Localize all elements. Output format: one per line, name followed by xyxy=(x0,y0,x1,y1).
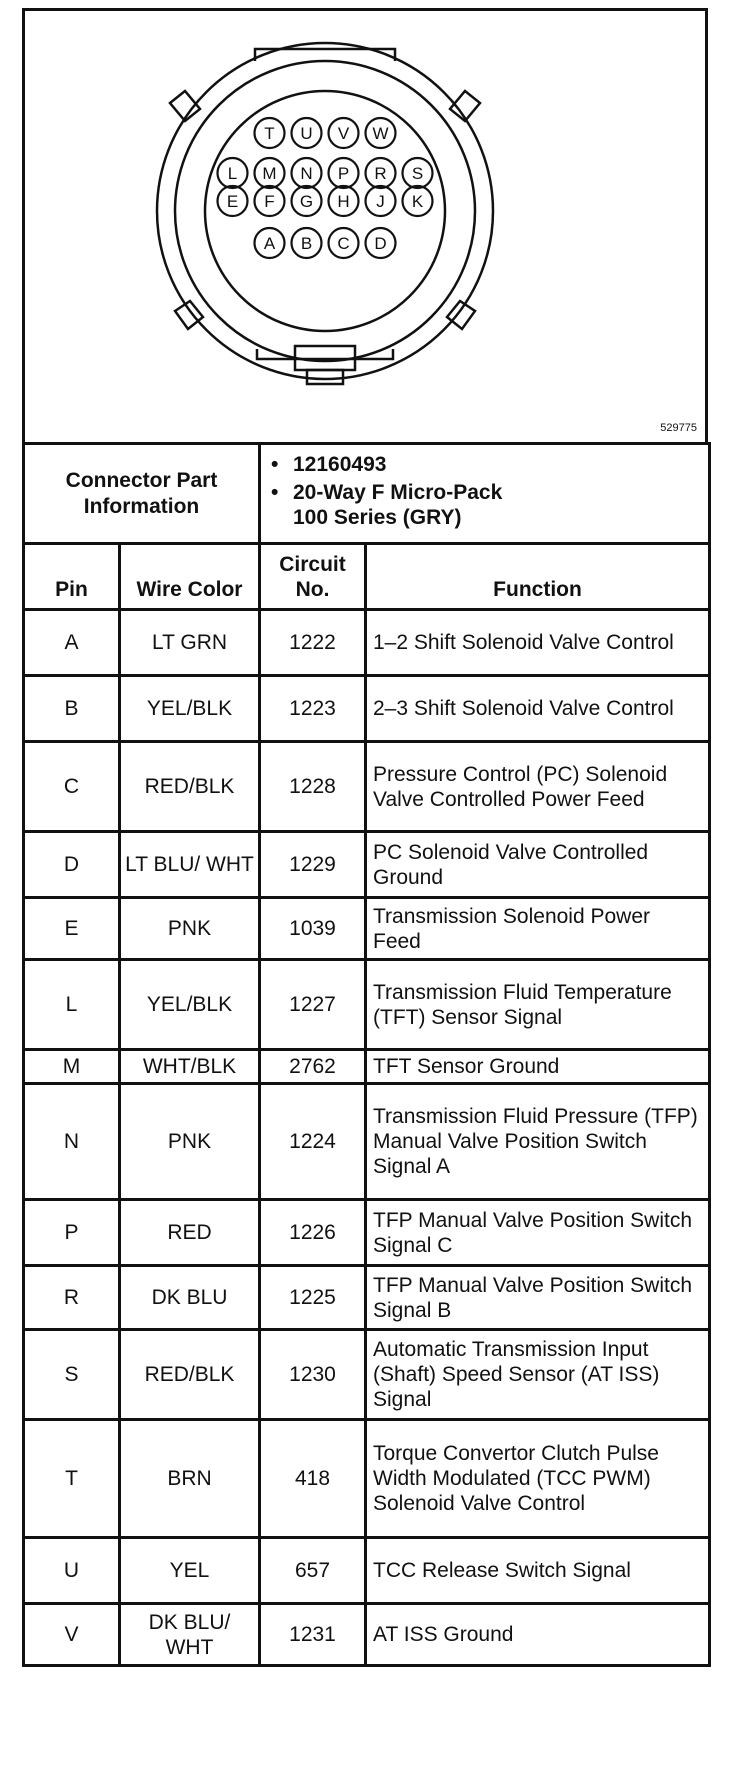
wire-color-cell: RED/BLK xyxy=(120,742,260,832)
function-cell: TFP Manual Valve Position Switch Signal C xyxy=(366,1200,710,1266)
pin-t-label: T xyxy=(264,124,275,143)
header-circuit-line2: No. xyxy=(295,577,330,601)
table-row xyxy=(24,1604,710,1666)
function-cell: Torque Convertor Clutch Pulse Width Modulated (TCC PWM) Solenoid Valve Control xyxy=(366,1420,710,1538)
function-cell: AT ISS Ground xyxy=(366,1604,710,1666)
circuit-cell: 1039 xyxy=(260,898,366,960)
wire-color-cell: PNK xyxy=(120,898,260,960)
table-row xyxy=(24,1266,710,1330)
wire-color-cell: LT BLU/ WHT xyxy=(120,832,260,898)
table-row xyxy=(24,1050,710,1084)
circuit-cell: 1223 xyxy=(260,676,366,742)
pin-p-label: P xyxy=(337,164,350,183)
connector-sheet xyxy=(22,8,708,1667)
pin-h-label: H xyxy=(337,192,350,211)
pin-j-label: J xyxy=(376,192,385,211)
table-row xyxy=(24,1200,710,1266)
connector-info-type: • 20-Way F Micro-Pack 100 Series (GRY) xyxy=(271,481,503,529)
notch-bottom-right xyxy=(447,301,475,329)
pin-a-label: A xyxy=(263,234,276,253)
wire-color-cell: DK BLU xyxy=(120,1266,260,1330)
table-row xyxy=(24,832,710,898)
circuit-cell: 1228 xyxy=(260,742,366,832)
function-cell: Transmission Fluid Temperature (TFT) Sensor Signal xyxy=(366,960,710,1050)
table-row xyxy=(24,610,710,676)
wire-color-cell: YEL/BLK xyxy=(120,676,260,742)
circuit-cell: 418 xyxy=(260,1420,366,1538)
connector-info-label-line1: Connector Part xyxy=(65,468,218,492)
connector-type: 20-Way F Micro-Pack xyxy=(293,481,503,504)
pin-v-label: V xyxy=(337,124,350,143)
pin-m-label: M xyxy=(262,164,277,183)
pin-f-label: F xyxy=(264,192,275,211)
housing-outer-ring xyxy=(157,43,493,379)
pin-s-label: S xyxy=(411,164,424,183)
figure-id: 529775 xyxy=(660,422,697,434)
table-row xyxy=(24,676,710,742)
notch-bottom-left xyxy=(175,301,203,329)
connector-diagram xyxy=(22,8,708,442)
wire-color-cell: DK BLU/ WHT xyxy=(120,1604,260,1666)
pin-r-label: R xyxy=(374,164,387,183)
pin-cell: N xyxy=(24,1084,120,1200)
wire-color-cell: BRN xyxy=(120,1420,260,1538)
pin-cell: B xyxy=(24,676,120,742)
function-cell: 1–2 Shift Solenoid Valve Control xyxy=(366,610,710,676)
connector-info-part-number: • 12160493 xyxy=(271,453,387,476)
circuit-cell: 1222 xyxy=(260,610,366,676)
table-row xyxy=(24,1420,710,1538)
pin-e-label: E xyxy=(226,192,239,211)
pin-l-label: L xyxy=(227,164,238,183)
circuit-cell: 1229 xyxy=(260,832,366,898)
circuit-cell: 1225 xyxy=(260,1266,366,1330)
circuit-cell: 657 xyxy=(260,1538,366,1604)
pin-k-label: K xyxy=(411,192,424,211)
pin-cell: E xyxy=(24,898,120,960)
pin-n-label: N xyxy=(300,164,313,183)
pin-cell: A xyxy=(24,610,120,676)
pin-b-label: B xyxy=(300,234,313,253)
pin-cell: P xyxy=(24,1200,120,1266)
header-circuit-line1: Circuit xyxy=(279,552,346,576)
pin-cell: S xyxy=(24,1330,120,1420)
connector-series: 100 Series (GRY) xyxy=(293,506,462,529)
function-cell: Pressure Control (PC) Solenoid Valve Controlled Power Feed xyxy=(366,742,710,832)
wire-color-cell: WHT/BLK xyxy=(120,1050,260,1084)
function-cell: Transmission Solenoid Power Feed xyxy=(366,898,710,960)
pinout-table xyxy=(22,442,711,1667)
function-cell: TFT Sensor Ground xyxy=(366,1050,710,1084)
circuit-cell: 1224 xyxy=(260,1084,366,1200)
header-wire-color: Wire Color xyxy=(120,544,260,610)
table-row xyxy=(24,898,710,960)
pin-cell: C xyxy=(24,742,120,832)
pin-cell: V xyxy=(24,1604,120,1666)
wire-color-cell: PNK xyxy=(120,1084,260,1200)
table-row xyxy=(24,1330,710,1420)
header-circuit xyxy=(260,544,366,610)
circuit-cell: 2762 xyxy=(260,1050,366,1084)
function-cell: TCC Release Switch Signal xyxy=(366,1538,710,1604)
function-cell: PC Solenoid Valve Controlled Ground xyxy=(366,832,710,898)
table-row xyxy=(24,1538,710,1604)
function-cell: 2–3 Shift Solenoid Valve Control xyxy=(366,676,710,742)
wire-color-cell: LT GRN xyxy=(120,610,260,676)
wire-color-cell: YEL xyxy=(120,1538,260,1604)
wire-color-cell: RED xyxy=(120,1200,260,1266)
connector-info-list xyxy=(260,444,710,544)
table-row xyxy=(24,1084,710,1200)
wire-color-cell: YEL/BLK xyxy=(120,960,260,1050)
function-cell: Automatic Transmission Input (Shaft) Speed Sensor (AT ISS) Signal xyxy=(366,1330,710,1420)
pinout-rows xyxy=(24,610,710,1666)
pin-cell: L xyxy=(24,960,120,1050)
header-function: Function xyxy=(366,544,710,610)
pin-cell: U xyxy=(24,1538,120,1604)
connector-info-label-line2: Information xyxy=(83,494,200,518)
table-row xyxy=(24,960,710,1050)
header-pin: Pin xyxy=(24,544,120,610)
wire-color-cell: RED/BLK xyxy=(120,1330,260,1420)
latch-tab xyxy=(307,370,343,384)
circuit-cell: 1230 xyxy=(260,1330,366,1420)
circuit-cell: 1227 xyxy=(260,960,366,1050)
connector-info-row xyxy=(24,444,710,544)
connector-info-label xyxy=(24,444,260,544)
table-header-row xyxy=(24,544,710,610)
pin-cell: T xyxy=(24,1420,120,1538)
pin-cell: D xyxy=(24,832,120,898)
connector-face-drawing xyxy=(25,11,705,441)
pin-cell: M xyxy=(24,1050,120,1084)
pin-d-label: D xyxy=(374,234,387,253)
pin-u-label: U xyxy=(300,124,313,143)
circuit-cell: 1226 xyxy=(260,1200,366,1266)
function-cell: Transmission Fluid Pressure (TFP) Manual Valve Position Switch Signal A xyxy=(366,1084,710,1200)
table-row xyxy=(24,742,710,832)
function-cell: TFP Manual Valve Position Switch Signal B xyxy=(366,1266,710,1330)
pin-face-ring xyxy=(205,91,445,331)
pin-w-label: W xyxy=(372,124,389,143)
part-number: 12160493 xyxy=(293,453,387,476)
pin-g-label: G xyxy=(299,192,314,211)
pin-layout xyxy=(218,118,433,258)
circuit-cell: 1231 xyxy=(260,1604,366,1666)
pin-c-label: C xyxy=(337,234,350,253)
pin-cell: R xyxy=(24,1266,120,1330)
